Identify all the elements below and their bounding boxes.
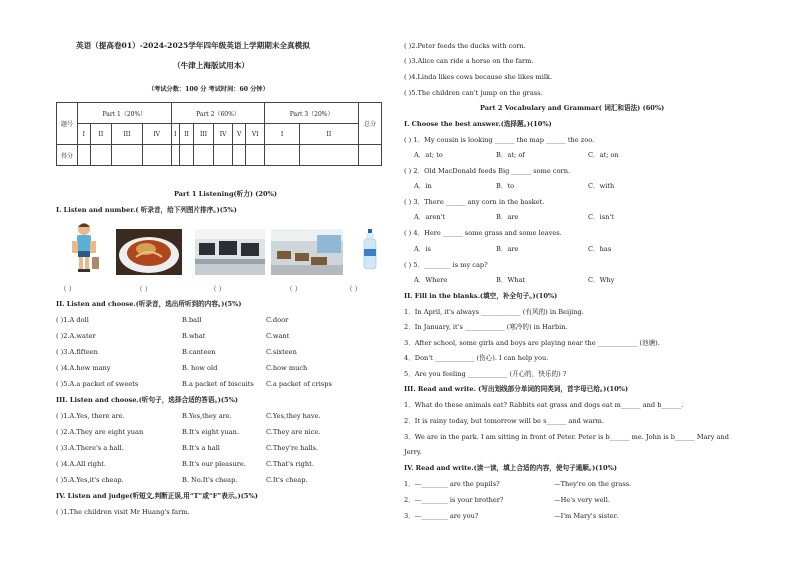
part1-s3-heading: III. Listen and choose.(听句子，选择合适的答语。)(5%) (56, 396, 238, 404)
s2-q2: ( )2.A.water (56, 332, 96, 340)
boy-image (70, 221, 100, 273)
score-col: I (78, 124, 91, 145)
p2-q2-a: A．in (414, 182, 432, 190)
score-cell[interactable] (194, 145, 214, 166)
s3-q4-b: B.It's our pleasure. (182, 460, 246, 468)
s2-q2-c: C.want (266, 332, 290, 340)
score-col: I (171, 124, 179, 145)
score-label-score: 得分 (57, 145, 78, 166)
p2-q2-c: C．with (588, 182, 615, 190)
p2-q5-b: B．What (496, 276, 526, 284)
s2-q5-c: C.a packet of crisps (266, 380, 332, 388)
score-col: IV (142, 124, 171, 145)
p2-q2: ( ) 2．Old MacDonald feeds Big ______ some corn. (404, 167, 571, 175)
score-cell[interactable] (214, 145, 233, 166)
s3-q3: ( )3.A.There's a hall. (56, 444, 124, 452)
s2-q5: ( )5.A.a packet of sweets (56, 380, 139, 388)
answer-paren-4[interactable]: （ ） (286, 285, 302, 293)
p2-q5: ( ) 5．________ is my cap? (404, 261, 488, 269)
score-total-header: 总分 (359, 103, 382, 145)
s3-q5-b: B. No.It's cheap. (182, 476, 238, 484)
fill-q3: 3．After school, some girls and boys are playing near the ____________ (池塘). (404, 339, 660, 347)
part1-heading: Part 1 Listening(听力) (20%) (174, 190, 277, 198)
score-col: II (179, 124, 193, 145)
s3-q1-b: B.Yes,they are. (182, 412, 232, 420)
p2-q5-a: A．Where (414, 276, 448, 284)
rw-q3: 3．We are in the park. I am sitting in front of Peter. Peter is b______ me. John is b______ Mary and (404, 433, 729, 441)
fill-q5: 5．Are you feeling ____________ (开心的，快乐的) ? (404, 370, 567, 378)
rw-q2: 2．It is rainy today, but tomorrow will be s______ and warm. (404, 417, 604, 425)
part2-s2-heading: II. Fill in the blanks.(填空，补全句子。)(10%) (404, 292, 558, 300)
exam-title: 英语（提高卷01）-2024-2025学年四年级英语上学期期末全真模拟 (76, 41, 310, 50)
part1-s4-heading: IV. Listen and judge(听短文,判断正误,用“T”或“F”表示。)(5%) (56, 492, 258, 500)
s4-q1: ( )1.The children visit Mr Huang's farm. (56, 508, 190, 516)
score-cell[interactable] (142, 145, 171, 166)
p2-q5-c: C．Why (588, 276, 615, 284)
answer-paren-1[interactable]: （ ） (60, 285, 76, 293)
part2-s3-heading: III. Read and write. (写出划线部分单词的同类词，首字母已给。)(10%) (404, 385, 629, 393)
s2-q2-b: B.what (182, 332, 206, 340)
s3-q5: ( )5.A.Yes,it's cheap. (56, 476, 124, 484)
s3-q4: ( )4.A.All right. (56, 460, 106, 468)
s2-q4-b: B. how old (182, 364, 218, 372)
answer-paren-3[interactable]: （ ） (210, 285, 226, 293)
score-cell[interactable] (78, 145, 91, 166)
s3-q3-b: B.It's a hall (182, 444, 220, 452)
p2-q4: ( ) 4．Here ______ some grass and some leaves. (404, 229, 562, 237)
score-cell[interactable] (90, 145, 112, 166)
s2-q3-b: B.canteen (182, 348, 216, 356)
score-part2-header: Part 2（60%） (171, 103, 265, 124)
dialog-a3: —I'm Mary's sister. (554, 512, 619, 520)
p2-q3: ( ) 3．There ______ any corn in the basket. (404, 198, 545, 206)
s3-q1: ( )1.A.Yes, there are. (56, 412, 125, 420)
fill-q2: 2．In January, it's ____________ (寒冷的) in Harbin. (404, 323, 568, 331)
score-cell[interactable] (171, 145, 179, 166)
s2-q1-c: C.door (266, 316, 289, 324)
score-cell[interactable] (112, 145, 142, 166)
water-bottle-image (363, 229, 377, 271)
p2-q1: ( ) 1．My cousin is looking ______ the map ______ the zoo. (404, 136, 595, 144)
s3-q3-c: C.They're halls. (266, 444, 319, 452)
s3-q1-c: C.Yes,they have. (266, 412, 321, 420)
part1-s1-heading: I. Listen and number.( 听录音，给下列图片排序。)(5%) (56, 206, 237, 214)
s4-q4: ( )4.Linda likes cows because she likes milk. (404, 73, 553, 81)
s2-q5-b: B.a packet of biscuits (182, 380, 254, 388)
p2-q1-c: C．at; on (588, 151, 619, 159)
score-cell[interactable] (233, 145, 246, 166)
score-cell[interactable] (265, 145, 300, 166)
s2-q1: ( )1.A doll (56, 316, 89, 324)
s3-q4-c: C.That's right. (266, 460, 314, 468)
p2-q2-b: B．to (496, 182, 515, 190)
rw-q3-cont: Jerry. (404, 448, 422, 456)
score-col: IV (214, 124, 233, 145)
answer-paren-5[interactable]: （ ） (346, 285, 362, 293)
s3-q2: ( )2.A.They are eight yuan (56, 428, 144, 436)
p2-q4-c: C．has (588, 245, 612, 253)
score-part1-header: Part 1（20%） (78, 103, 172, 124)
score-cell[interactable] (179, 145, 193, 166)
score-col: II (299, 124, 358, 145)
score-col: V (233, 124, 246, 145)
s3-q2-b: B.It's eight yuan. (182, 428, 239, 436)
score-col: III (112, 124, 142, 145)
part2-s4-heading: IV. Read and write.(读一读，填上合适的内容，使句子通顺。)(10%) (404, 464, 617, 472)
classroom-image (271, 229, 343, 275)
score-cell[interactable] (299, 145, 358, 166)
s4-q3: ( )3.Alice can ride a horse on the farm. (404, 57, 534, 65)
score-col: VI (246, 124, 265, 145)
score-label-number: 题号 (57, 103, 78, 145)
p2-q4-a: A．is (414, 245, 431, 253)
s2-q4-c: C.how much (266, 364, 308, 372)
fill-q4: 4．Don't ____________ (伤心). I can help you. (404, 354, 549, 362)
part2-heading: Part 2 Vocabulary and Grammar( 词汇和语法) (60%) (480, 104, 665, 112)
p2-q3-b: B．are (496, 213, 519, 221)
s2-q3-c: C.sixteen (266, 348, 297, 356)
exam-info: （考试分数：100 分 考试时间：60 分钟） (148, 86, 269, 93)
s2-q4: ( )4.A.how many (56, 364, 111, 372)
score-cell[interactable] (246, 145, 265, 166)
p2-q3-a: A．aren't (414, 213, 446, 221)
dialog-a2: —He's very well. (554, 496, 610, 504)
score-col: III (194, 124, 214, 145)
dialog-q2: 2．—________ is your brother? (404, 496, 504, 504)
part2-s1-heading: I. Choose the best answer.(选择题。)(10%) (404, 120, 552, 128)
s2-q1-b: B.ball (182, 316, 202, 324)
dialog-q3: 3．—________ are you? (404, 512, 479, 520)
part1-s2-heading: II. Listen and choose.(听录音，选出所听到的内容。)(5%) (56, 300, 242, 308)
p2-q4-b: B．are (496, 245, 519, 253)
dialog-a1: —They're on the grass. (554, 480, 632, 488)
fill-q1: 1．In April, it's always ____________ (有风的) in Beijing. (404, 308, 584, 316)
score-table (56, 102, 382, 166)
noodles-image (116, 229, 182, 275)
s2-q3: ( )3.A.fifteen (56, 348, 98, 356)
score-col: I (265, 124, 300, 145)
s4-q2: ( )2.Peter feeds the ducks with corn. (404, 42, 526, 50)
answer-paren-2[interactable]: （ ） (136, 285, 152, 293)
s3-q2-c: C.They are nice. (266, 428, 321, 436)
score-part3-header: Part 3（20%） (265, 103, 359, 124)
p2-q1-b: B．at; of (496, 151, 525, 159)
rw-q1: 1．What do these animals eat? Rabbits eat grass and dogs eat m______ and b______. (404, 401, 684, 409)
computer-room-image (195, 229, 265, 275)
s3-q5-c: C.It's cheap. (266, 476, 308, 484)
score-cell[interactable] (359, 145, 382, 166)
s4-q5: ( )5.The children can't jump on the grass. (404, 89, 543, 97)
dialog-q1: 1．—________ are the pupils? (404, 480, 500, 488)
score-col: II (90, 124, 112, 145)
exam-subtitle: （牛津上海版试用本） (173, 61, 249, 70)
p2-q1-a: A．at; to (414, 151, 443, 159)
p2-q3-c: C．isn't (588, 213, 614, 221)
